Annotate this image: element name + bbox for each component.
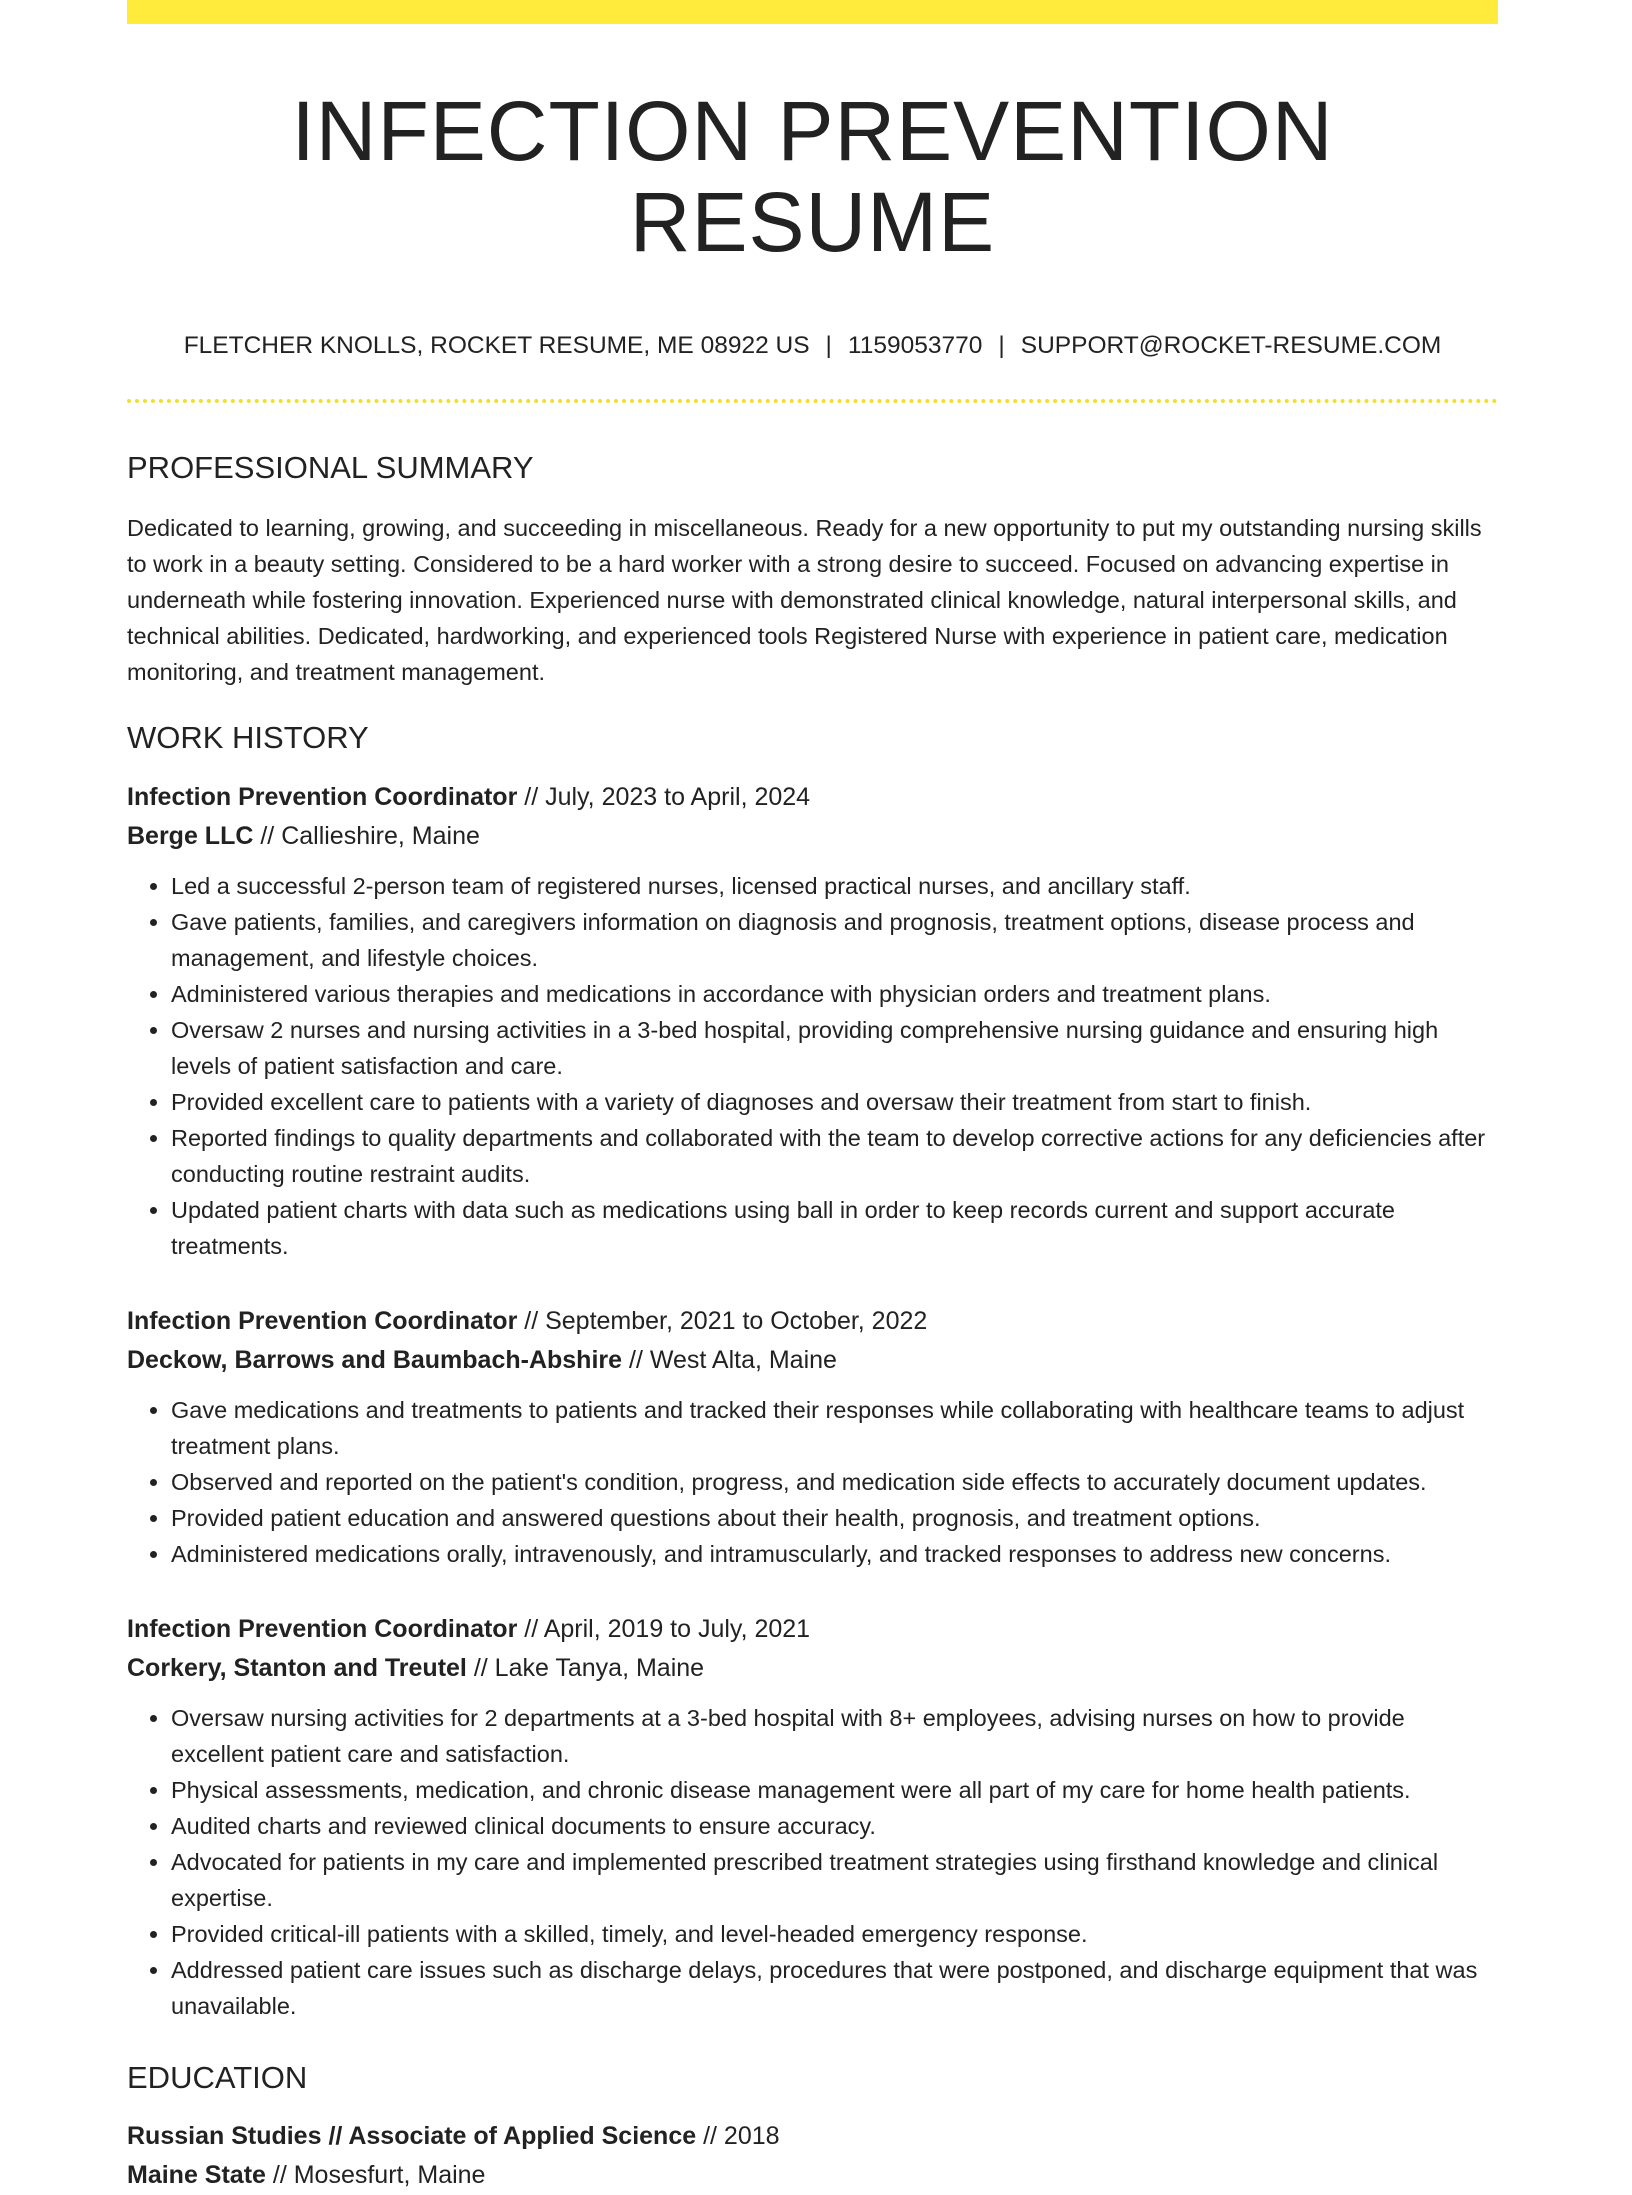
job-dates: // July, 2023 to April, 2024: [517, 783, 811, 812]
bullet-item: • Provided excellent care to patients with a variety of diagnoses and oversaw their treatment from start to finish.: [171, 1084, 1498, 1120]
bullet-item: • Led a successful 2-person team of registered nurses, licensed practical nurses, and ancillary staff.: [171, 868, 1498, 904]
bullet-item: • Audited charts and reviewed clinical documents to ensure accuracy.: [171, 1808, 1498, 1844]
contact-email: SUPPORT@ROCKET-RESUME.COM: [1020, 332, 1442, 360]
bullet-item: • Observed and reported on the patient's condition, progress, and medication side effects to accurately document updates.: [171, 1464, 1498, 1500]
contact-phone: 1159053770: [847, 332, 983, 360]
bullet-item: • Addressed patient care issues such as discharge delays, procedures that were postponed, and discharge equipment that was unavailable.: [171, 1952, 1498, 2024]
education-school-line: [127, 2156, 1498, 2195]
job-entry-3: [127, 1610, 1498, 2024]
header-divider: [127, 399, 1498, 403]
education-school: Maine State: [127, 2161, 266, 2190]
job-company: Deckow, Barrows and Baumbach-Abshire: [127, 1346, 623, 1375]
job-company-line: [127, 1341, 1498, 1380]
job-company: Berge LLC: [127, 822, 254, 851]
contact-separator: |: [825, 332, 832, 360]
job-bullets: [127, 868, 1498, 1264]
top-accent-bar: [127, 0, 1498, 24]
resume-page: [127, 0, 1498, 2195]
job-dates: // April, 2019 to July, 2021: [517, 1615, 811, 1644]
job-title-line: [127, 1610, 1498, 1649]
job-company-line: [127, 817, 1498, 856]
job-location: // West Alta, Maine: [622, 1346, 837, 1375]
page-title: INFECTION PREVENTION RESUME: [291, 84, 1334, 269]
education-heading: EDUCATION: [127, 2060, 308, 2096]
job-company-line: [127, 1649, 1498, 1688]
bullet-item: • Physical assessments, medication, and chronic disease management were all part of my care for home health patients.: [171, 1772, 1498, 1808]
job-bullets: [127, 1700, 1498, 2024]
job-entry-1: [127, 778, 1498, 1264]
work-history-heading: WORK HISTORY: [127, 720, 369, 756]
bullet-item: • Oversaw 2 nurses and nursing activities in a 3-bed hospital, providing comprehensive nursing guidance and ensuring high levels of patient satisfaction and care.: [171, 1012, 1498, 1084]
job-title: Infection Prevention Coordinator: [127, 1615, 518, 1644]
contact-address: FLETCHER KNOLLS, ROCKET RESUME, ME 08922 US: [183, 332, 810, 360]
job-location: // Callieshire, Maine: [253, 822, 480, 851]
job-location: // Lake Tanya, Maine: [466, 1654, 705, 1683]
job-title-line: [127, 1302, 1498, 1341]
job-dates: // September, 2021 to October, 2022: [517, 1307, 928, 1336]
job-entry-2: [127, 1302, 1498, 1572]
bullet-item: • Updated patient charts with data such as medications using ball in order to keep records current and support accurate treatments.: [171, 1192, 1498, 1264]
job-bullets: [127, 1392, 1498, 1572]
education-degree-line: [127, 2117, 1498, 2156]
job-title: Infection Prevention Coordinator: [127, 783, 518, 812]
bullet-item: • Gave medications and treatments to patients and tracked their responses while collaborating with healthcare teams to adjust treatment plans.: [171, 1392, 1498, 1464]
job-title: Infection Prevention Coordinator: [127, 1307, 518, 1336]
bullet-item: • Provided patient education and answered questions about their health, prognosis, and treatment options.: [171, 1500, 1498, 1536]
education-year: // 2018: [696, 2122, 780, 2151]
job-title-line: [127, 778, 1498, 817]
education-entry: [127, 2117, 1498, 2195]
contact-separator: |: [998, 332, 1005, 360]
summary-text: Dedicated to learning, growing, and succeeding in miscellaneous. Ready for a new opportunity to put my outstanding nursing skills to work in a beauty setting. Considered to be a hard worker with a strong desire to succeed. Focused on advancing expertise in underneath while fostering innovation. Experienced nurse with demonstrated clinical knowledge, natural interpersonal skills, and technical abilities. Dedicated, hardworking, and experienced tools Registered Nurse with experience in patient care, medication monitoring, and treatment management.: [127, 515, 1482, 686]
job-company: Corkery, Stanton and Treutel: [127, 1654, 467, 1683]
bullet-item: • Advocated for patients in my care and implemented prescribed treatment strategies using firsthand knowledge and clinical expertise.: [171, 1844, 1498, 1916]
contact-line: [127, 331, 1498, 360]
education-location: // Mosesfurt, Maine: [265, 2161, 486, 2190]
bullet-item: • Administered various therapies and medications in accordance with physician orders and treatment plans.: [171, 976, 1498, 1012]
bullet-item: • Reported findings to quality departments and collaborated with the team to develop corrective actions for any deficiencies after conducting routine restraint audits.: [171, 1120, 1498, 1192]
bullet-item: • Provided critical-ill patients with a skilled, timely, and level-headed emergency response.: [171, 1916, 1498, 1952]
bullet-item: • Gave patients, families, and caregivers information on diagnosis and prognosis, treatment options, disease process and management, and lifestyle choices.: [171, 904, 1498, 976]
bullet-item: • Oversaw nursing activities for 2 departments at a 3-bed hospital with 8+ employees, advising nurses on how to provide excellent patient care and satisfaction.: [171, 1700, 1498, 1772]
summary-heading: PROFESSIONAL SUMMARY: [127, 449, 534, 485]
bullet-item: • Administered medications orally, intravenously, and intramuscularly, and tracked responses to address new concerns.: [171, 1536, 1498, 1572]
education-degree: Russian Studies // Associate of Applied Science: [127, 2122, 697, 2151]
